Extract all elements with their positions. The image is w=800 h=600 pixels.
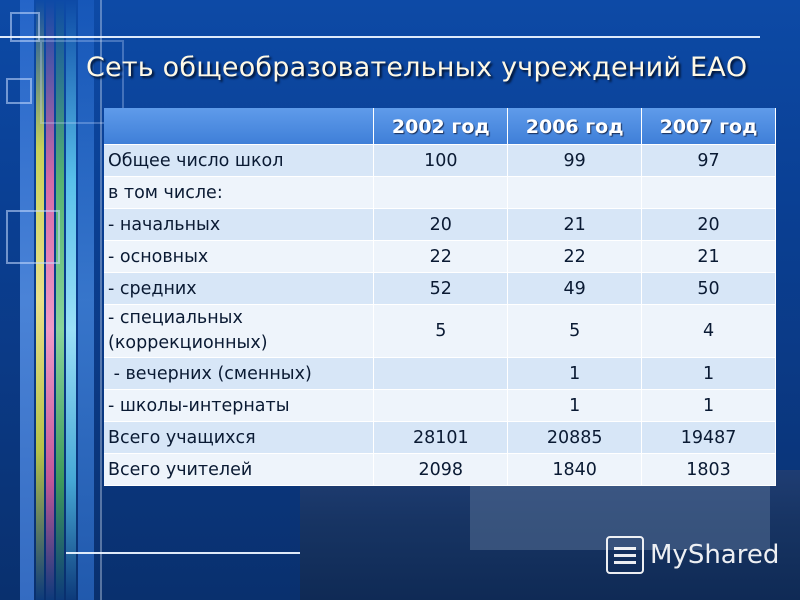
cell-2002 [374, 358, 508, 390]
table-row [104, 390, 776, 422]
watermark [606, 536, 779, 574]
row-label: Всего учащихся [104, 422, 374, 454]
cell-2006: 5 [508, 305, 642, 358]
cell-2007 [642, 177, 776, 209]
cell-2007: 1 [642, 390, 776, 422]
cell-2002: 22 [374, 241, 508, 273]
cell-2007: 19487 [642, 422, 776, 454]
slide-title: Сеть общеобразовательных учреждений ЕАО [86, 52, 748, 83]
cell-2007: 1 [642, 358, 776, 390]
cell-2006: 1 [508, 358, 642, 390]
header-empty [104, 108, 374, 145]
decor-square [6, 210, 60, 264]
decor-line-vertical [100, 0, 102, 600]
cell-2002 [374, 390, 508, 422]
row-label: - вечерних (сменных) [104, 358, 374, 390]
cell-2006: 22 [508, 241, 642, 273]
cell-2002: 2098 [374, 454, 508, 486]
cell-2006 [508, 177, 642, 209]
cell-2007: 20 [642, 209, 776, 241]
cell-2006: 21 [508, 209, 642, 241]
cell-2006: 49 [508, 273, 642, 305]
header-2002: 2002 год [374, 108, 508, 145]
table-row [104, 145, 776, 177]
table-row [104, 273, 776, 305]
table-row [104, 422, 776, 454]
row-label: Всего учителей [104, 454, 374, 486]
row-label: - специальных (коррекционных) [104, 305, 374, 358]
decor-line-top [0, 36, 760, 38]
row-label: Общее число школ [104, 145, 374, 177]
row-label: - школы-интернаты [104, 390, 374, 422]
decor-square [6, 78, 32, 104]
cell-2007: 4 [642, 305, 776, 358]
header-2006: 2006 год [508, 108, 642, 145]
cell-2002: 52 [374, 273, 508, 305]
cell-2002 [374, 177, 508, 209]
table-row [104, 209, 776, 241]
cell-2002: 100 [374, 145, 508, 177]
cell-2002: 28101 [374, 422, 508, 454]
table-row [104, 177, 776, 209]
table-row [104, 454, 776, 486]
cell-2006: 1840 [508, 454, 642, 486]
row-label: в том числе: [104, 177, 374, 209]
table-row [104, 241, 776, 273]
table-row [104, 358, 776, 390]
presentation-board-icon [606, 536, 644, 574]
cell-2007: 50 [642, 273, 776, 305]
cell-2002: 5 [374, 305, 508, 358]
table-row [104, 305, 776, 358]
cell-2006: 1 [508, 390, 642, 422]
watermark-text: MyShared [650, 540, 780, 570]
row-label: - средних [104, 273, 374, 305]
cell-2007: 21 [642, 241, 776, 273]
row-label: - начальных [104, 209, 374, 241]
cell-2002: 20 [374, 209, 508, 241]
cell-2006: 99 [508, 145, 642, 177]
table-header-row [104, 108, 776, 145]
cell-2006: 20885 [508, 422, 642, 454]
header-2007: 2007 год [642, 108, 776, 145]
row-label: - основных [104, 241, 374, 273]
cell-2007: 1803 [642, 454, 776, 486]
schools-table [104, 108, 776, 486]
cell-2007: 97 [642, 145, 776, 177]
